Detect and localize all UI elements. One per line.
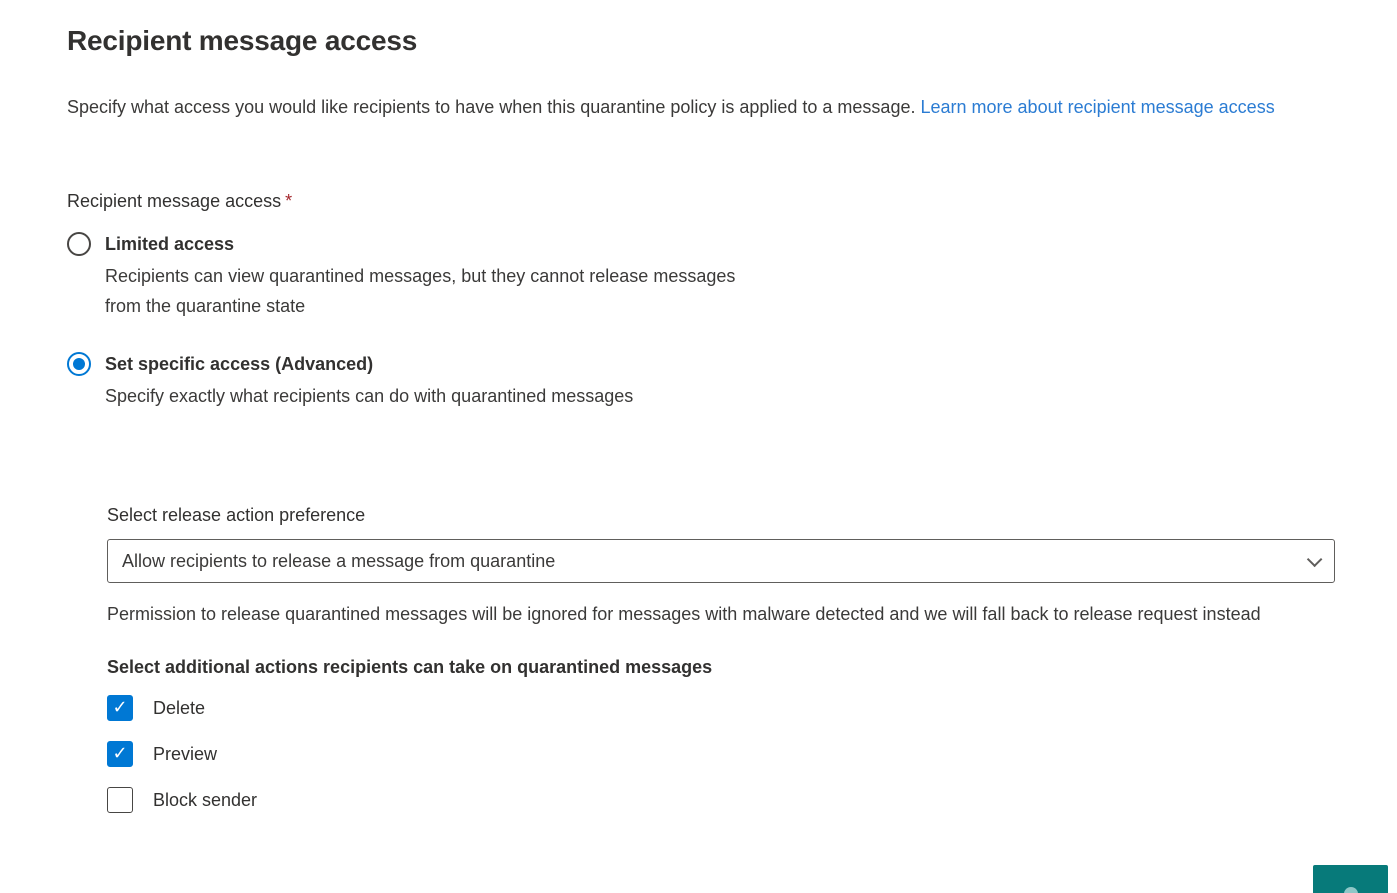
- radio-option-set-specific-access-label[interactable]: Set specific access (Advanced): [105, 354, 374, 374]
- required-marker: *: [285, 191, 293, 211]
- page-description-text: Specify what access you would like recipients to have when this quarantine policy is applied to a message.: [67, 97, 916, 117]
- release-preference-dropdown[interactable]: [107, 539, 1335, 583]
- chevron-down-icon: [1307, 551, 1323, 567]
- checkbox-row-delete[interactable]: [107, 695, 1397, 721]
- checkbox-label-block-sender[interactable]: Block sender: [153, 789, 258, 810]
- access-field-label: [67, 189, 1397, 213]
- checkmark-icon: ✓: [112, 743, 128, 763]
- checkbox-checked-icon[interactable]: [107, 741, 133, 767]
- feedback-icon: [1344, 887, 1358, 893]
- page-title: Recipient message access: [67, 25, 418, 56]
- release-preference-selected-value: Allow recipients to release a message from quarantine: [122, 550, 556, 571]
- checkbox-row-block-sender[interactable]: [107, 787, 1397, 813]
- release-preference-label: Select release action preference: [107, 505, 366, 525]
- additional-actions-label: Select additional actions recipients can take on quarantined messages: [107, 657, 713, 677]
- checkbox-unchecked-icon[interactable]: [107, 787, 133, 813]
- advanced-access-section: [107, 503, 1397, 813]
- additional-actions-checkbox-list: [107, 695, 1397, 813]
- feedback-button[interactable]: [1313, 865, 1388, 893]
- radio-option-set-specific-access-head[interactable]: [67, 351, 1397, 377]
- page-description: [67, 93, 1335, 122]
- checkmark-icon: ✓: [112, 697, 128, 717]
- radio-unselected-icon[interactable]: [67, 232, 91, 256]
- radio-option-limited-access-head[interactable]: [67, 231, 1397, 257]
- access-field-label-text: Recipient message access: [67, 191, 282, 211]
- checkbox-row-preview[interactable]: [107, 741, 1397, 767]
- radio-option-set-specific-access-description: Specify exactly what recipients can do with quarantined messages: [105, 386, 634, 406]
- checkbox-label-delete[interactable]: Delete: [153, 697, 206, 718]
- radio-option-limited-access[interactable]: [67, 231, 1397, 321]
- radio-option-set-specific-access[interactable]: [67, 351, 1397, 411]
- radio-selected-icon[interactable]: [67, 352, 91, 376]
- checkbox-checked-icon[interactable]: [107, 695, 133, 721]
- radio-option-limited-access-description: Recipients can view quarantined messages, but they cannot release messages from the quarantine state: [105, 266, 736, 316]
- learn-more-link[interactable]: Learn more about recipient message access: [920, 97, 1275, 117]
- checkbox-label-preview[interactable]: Preview: [153, 743, 218, 764]
- radio-option-limited-access-label[interactable]: Limited access: [105, 234, 235, 254]
- release-preference-note: Permission to release quarantined messages will be ignored for messages with malware detected and we will fall back to release request instead: [107, 604, 1261, 624]
